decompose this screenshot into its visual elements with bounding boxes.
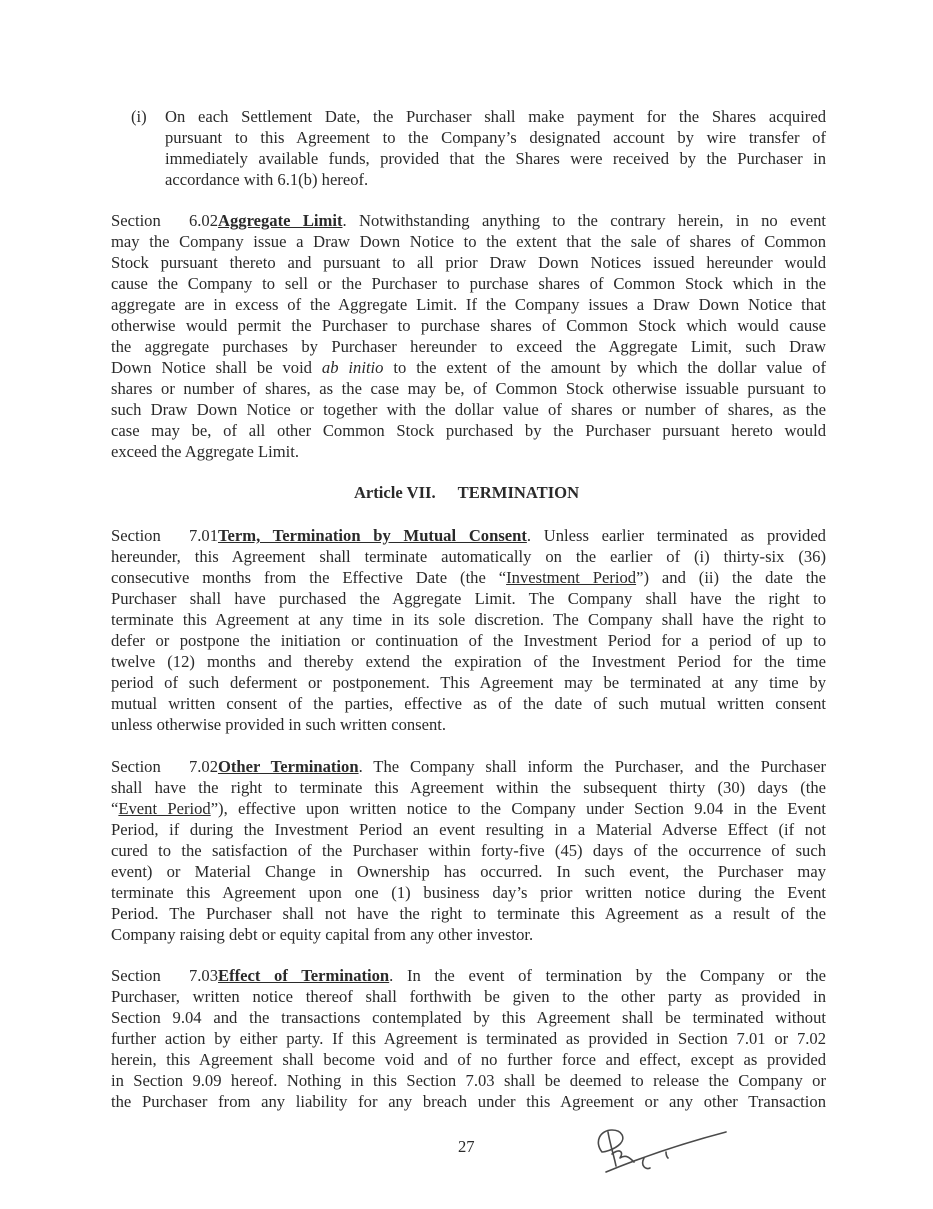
section-text: consecutive months from the Effective Date (the “ <box>111 568 507 587</box>
section-text: . Unless earlier terminated as provided <box>526 526 826 545</box>
section-7-01-line-3 <box>111 567 826 588</box>
section-number: Section 6.02 <box>111 211 218 230</box>
section-6-02-line-8 <box>111 357 826 378</box>
section-6-02-line-9: shares or number of shares, as the case may be, of Common Stock otherwise issuable pursuant to <box>111 379 826 398</box>
section-7-03-line-6: in Section 9.09 hereof. Nothing in this Section 7.03 shall be deemed to release the Company or <box>111 1071 826 1090</box>
page-number: 27 <box>458 1137 475 1156</box>
section-number: Section 7.02 <box>111 757 218 776</box>
item-i-line-3: immediately available funds, provided that the Shares were received by the Purchaser in <box>165 149 826 168</box>
italic-term: ab initio <box>321 358 384 377</box>
section-6-02-line-5: aggregate are in excess of the Aggregate Limit. If the Company issues a Draw Down Notice that <box>111 295 826 314</box>
section-7-01-line-4: Purchaser shall have purchased the Aggregate Limit. The Company shall have the right to <box>111 589 826 608</box>
section-7-01-line-2: hereunder, this Agreement shall terminate automatically on the earlier of (i) thirty-six (36) <box>111 547 826 566</box>
item-i-line-1: On each Settlement Date, the Purchaser shall make payment for the Shares acquired <box>165 107 826 126</box>
item-marker: (i) <box>131 107 147 126</box>
section-6-02-line-12: exceed the Aggregate Limit. <box>111 442 299 461</box>
section-7-03-line-5: herein, this Agreement shall become void and of no further force and effect, except as provided <box>111 1050 826 1069</box>
section-text: . Notwithstanding anything to the contrary herein, in no event <box>342 211 826 230</box>
section-7-02-line-7: terminate this Agreement upon one (1) business day’s prior written notice during the Event <box>111 883 826 902</box>
section-7-02-line-9: Company raising debt or equity capital from any other investor. <box>111 925 534 944</box>
section-text: . In the event of termination by the Company or the <box>389 966 827 985</box>
section-7-03-line-4: further action by either party. If this Agreement is terminated as provided in Section 7.01 or 7.02 <box>111 1029 826 1048</box>
section-number: Section 7.03 <box>111 966 218 985</box>
section-7-03-line-2: Purchaser, written notice thereof shall forthwith be given to the other party as provided in <box>111 987 826 1006</box>
section-7-01-line-7: twelve (12) months and thereby extend the expiration of the Investment Period for the time <box>111 652 826 671</box>
section-7-02-line-3 <box>111 798 826 819</box>
section-7-02-line-4: Period, if during the Investment Period an event resulting in a Material Adverse Effect (if not <box>111 820 826 839</box>
article-title: TERMINATION <box>457 483 580 502</box>
section-7-02-line-2: shall have the right to terminate this Agreement within the subsequent thirty (30) days (the <box>111 778 826 797</box>
section-7-01-line-5: terminate this Agreement at any time in its sole discretion. The Company shall have the right to <box>111 610 826 629</box>
defined-term: Event Period <box>118 799 211 818</box>
article-heading <box>0 482 933 503</box>
section-6-02-line-6: otherwise would permit the Purchaser to purchase shares of Common Stock which would cause <box>111 316 826 335</box>
section-7-02-line-1 <box>111 756 826 777</box>
section-6-02-line-3: Stock pursuant thereto and pursuant to all prior Draw Down Notices issued hereunder would <box>111 253 826 272</box>
section-7-02-line-8: Period. The Purchaser shall not have the right to terminate this Agreement as a result of the <box>111 904 826 923</box>
signature-initials-icon <box>590 1122 730 1182</box>
section-text: to the extent of the amount by which the dollar value of <box>383 358 826 377</box>
item-i-line-2: pursuant to this Agreement to the Company’s designated account by wire transfer of <box>165 128 826 147</box>
section-title: Other Termination <box>218 757 359 776</box>
section-7-02-line-6: event) or Material Change in Ownership has occurred. In such event, the Purchaser may <box>111 862 826 881</box>
section-7-01-line-10: unless otherwise provided in such written consent. <box>111 715 447 734</box>
section-7-03-line-3: Section 9.04 and the transactions contemplated by this Agreement shall be terminated without <box>111 1008 826 1027</box>
section-7-03-line-1 <box>111 965 826 986</box>
section-7-02-line-5: cured to the satisfaction of the Purchaser within forty-five (45) days of the occurrence of such <box>111 841 826 860</box>
defined-term: Investment Period <box>506 568 637 587</box>
section-6-02-line-4: cause the Company to sell or the Purchaser to purchase shares of Common Stock which in the <box>111 274 826 293</box>
section-title: Aggregate Limit <box>218 211 343 230</box>
section-text: ”), effective upon written notice to the Company under Section 9.04 in the Event <box>210 799 826 818</box>
article-number: Article VII. <box>353 483 436 502</box>
section-6-02-line-11: case may be, of all other Common Stock purchased by the Purchaser pursuant hereto would <box>111 421 826 440</box>
section-text: Down Notice shall be void <box>111 358 322 377</box>
section-text: . The Company shall inform the Purchaser, and the Purchaser <box>358 757 826 776</box>
section-7-03-line-7: the Purchaser from any liability for any breach under this Agreement or any other Transaction <box>111 1092 826 1111</box>
section-6-02-line-7: the aggregate purchases by Purchaser hereunder to exceed the Aggregate Limit, such Draw <box>111 337 826 356</box>
section-text: “ <box>111 799 119 818</box>
section-7-01-line-1 <box>111 525 826 546</box>
section-title: Term, Termination by Mutual Consent <box>218 526 527 545</box>
section-number: Section 7.01 <box>111 526 218 545</box>
section-text: ”) and (ii) the date the <box>636 568 826 587</box>
section-title: Effect of Termination <box>218 966 390 985</box>
section-7-01-line-6: defer or postpone the initiation or continuation of the Investment Period for a period of up to <box>111 631 826 650</box>
section-6-02-line-1 <box>111 210 826 231</box>
section-6-02-line-2: may the Company issue a Draw Down Notice to the extent that the sale of shares of Common <box>111 232 826 251</box>
section-7-01-line-8: period of such deferment or postponement. This Agreement may be terminated at any time by <box>111 673 826 692</box>
section-7-01-line-9: mutual written consent of the parties, effective as of the date of such mutual written consent <box>111 694 826 713</box>
item-i-line-4: accordance with 6.1(b) hereof. <box>165 170 369 189</box>
section-6-02-line-10: such Draw Down Notice or together with the dollar value of shares or number of shares, as the <box>111 400 826 419</box>
